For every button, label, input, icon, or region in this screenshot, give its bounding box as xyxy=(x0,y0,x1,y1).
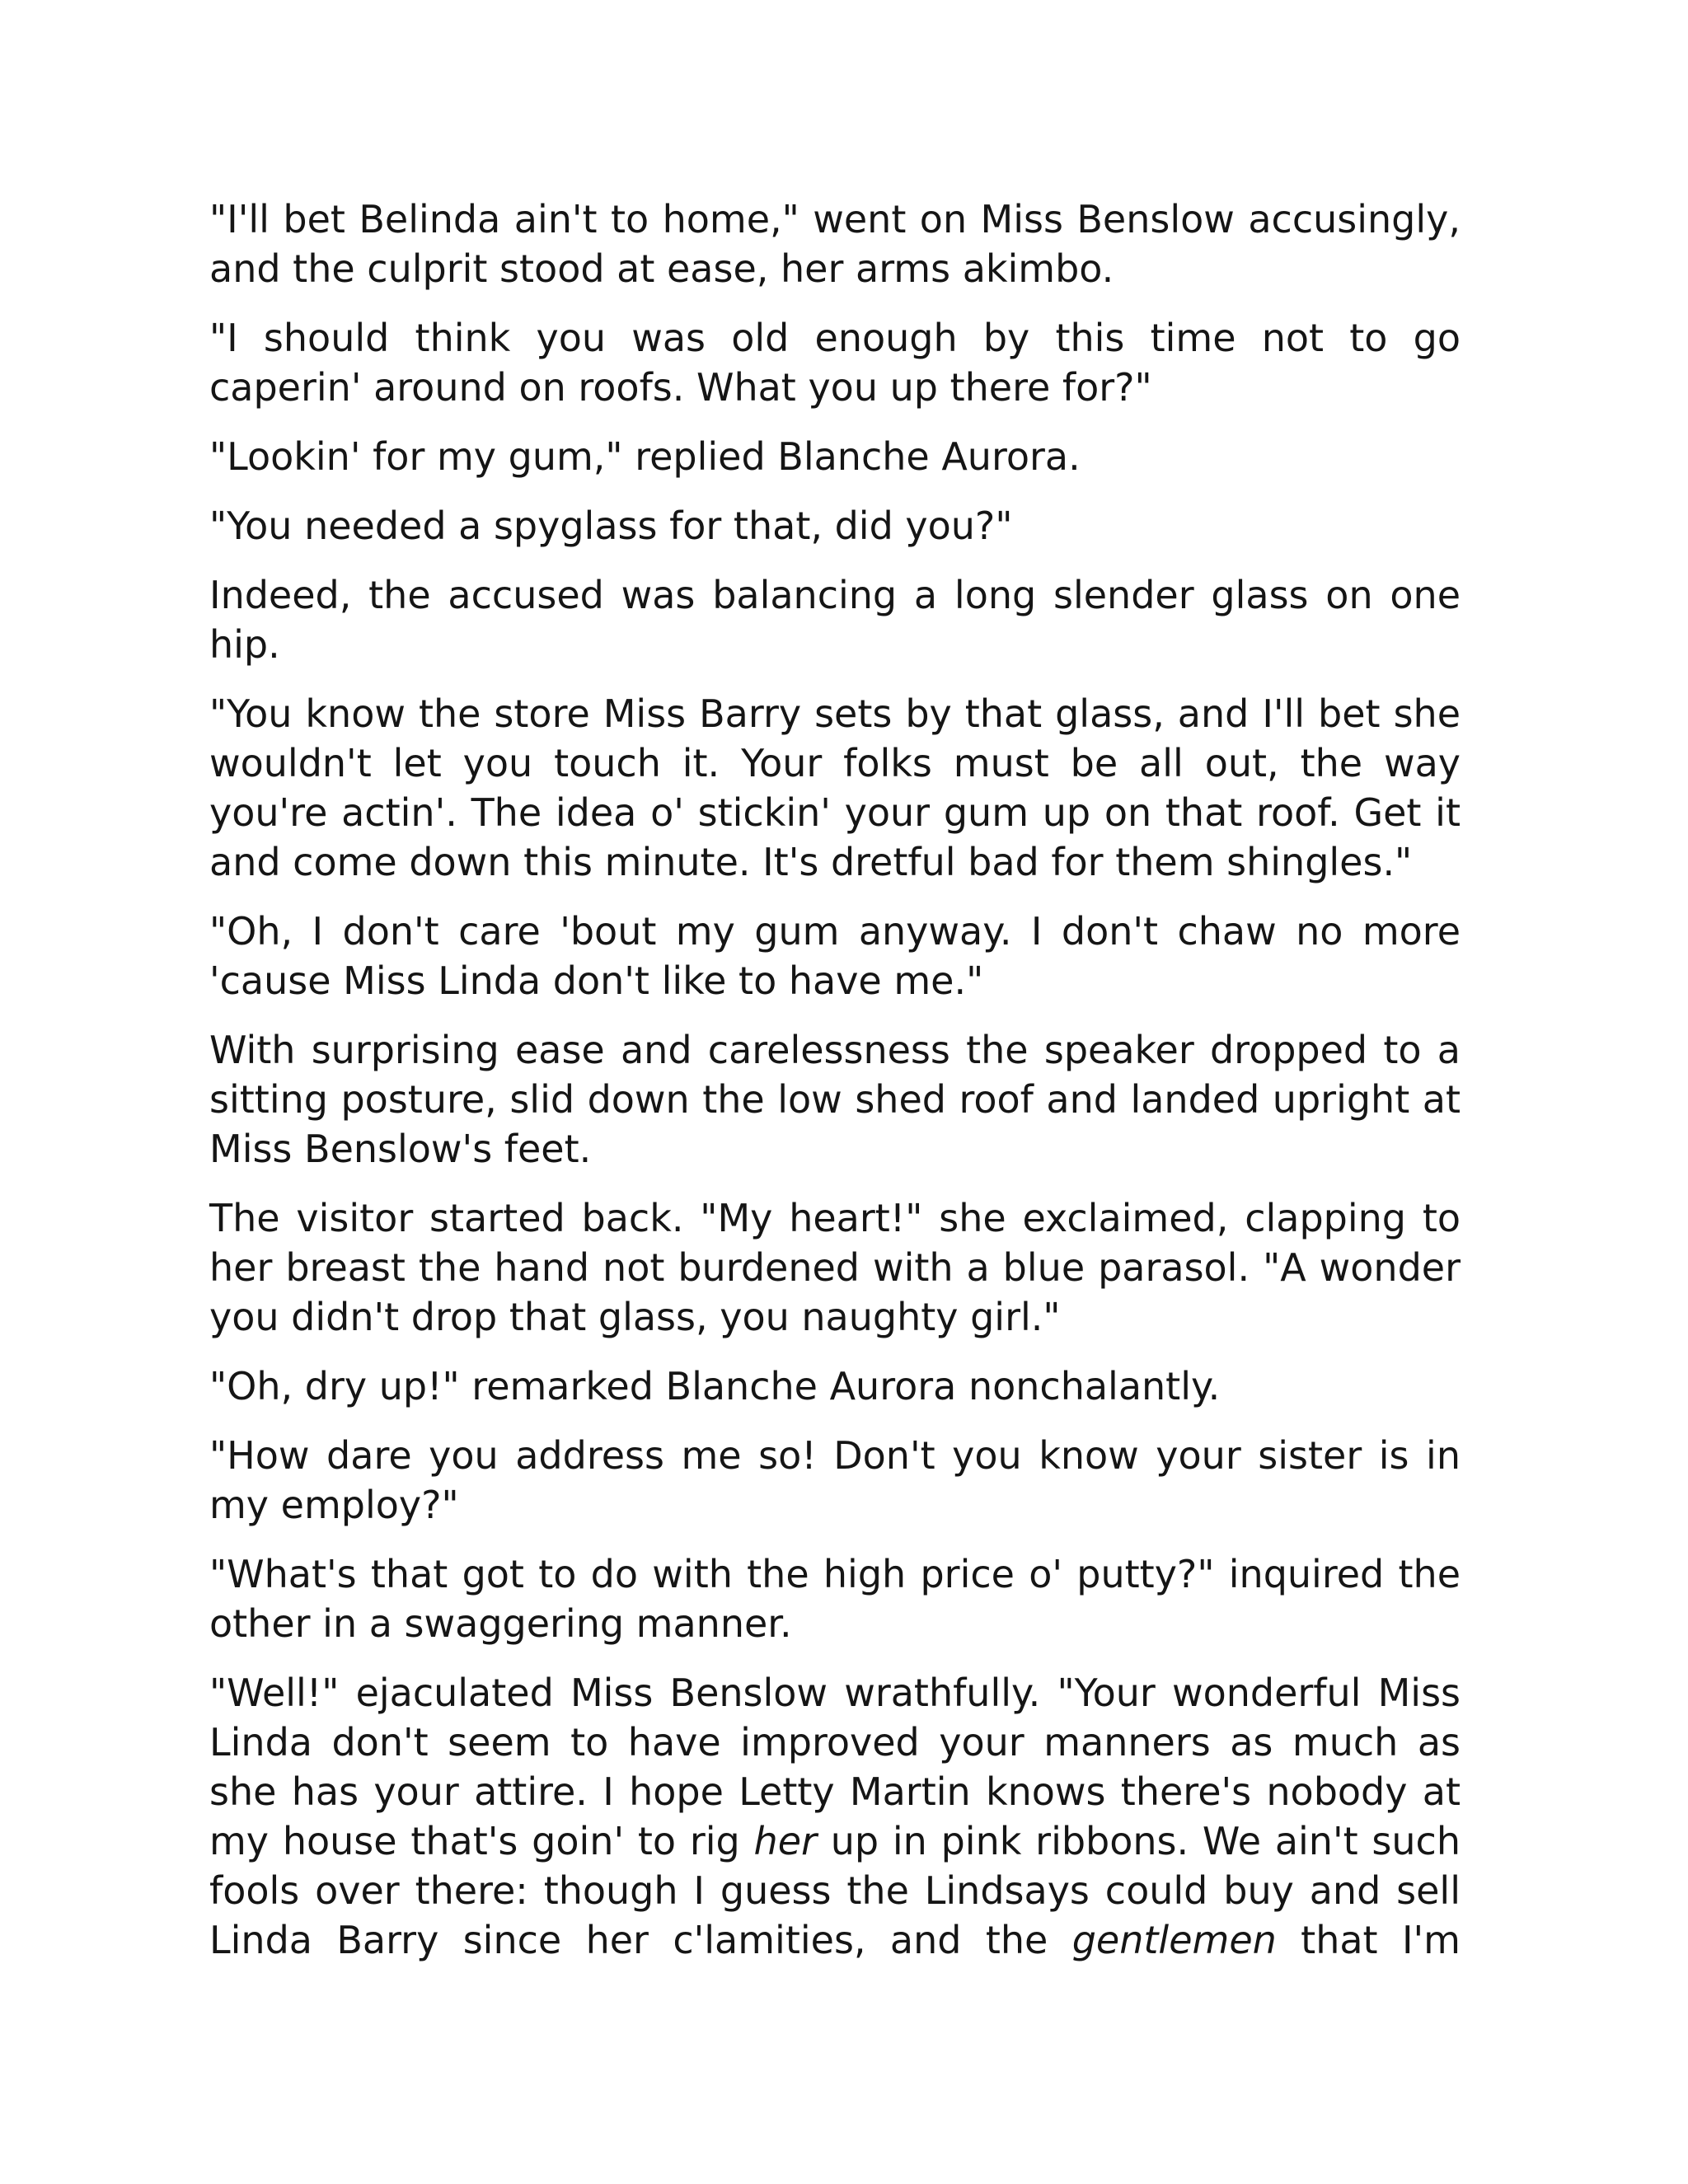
paragraph-text: that I'm xyxy=(1276,1918,1461,1962)
paragraph: The visitor started back. "My heart!" she exclaimed, clapping to her breast the hand not burdened with a blue parasol. "A wonder you didn't drop that glass, you naughty girl." xyxy=(209,1196,1461,1339)
paragraph-text: "Well!" ejaculated Miss Benslow wrathfully. "Your wonderful Miss Linda don't seem to have improved your manners as much as she has your attire. I hope Letty Martin knows there's nobody at my house that's goin' to rig xyxy=(209,1671,1461,1863)
paragraph: "Lookin' for my gum," replied Blanche Aurora. xyxy=(209,434,1081,479)
paragraph: "I'll bet Belinda ain't to home," went on Miss Benslow accusingly, and the culprit stood at ease, her arms akimbo. xyxy=(209,197,1461,291)
emphasis-text: gentlemen xyxy=(1071,1918,1277,1962)
paragraph: "Oh, I don't care 'bout my gum anyway. I don't chaw no more 'cause Miss Linda don't like to have me." xyxy=(209,909,1461,1003)
paragraph: Indeed, the accused was balancing a long slender glass on one hip. xyxy=(209,573,1461,667)
document-page xyxy=(209,194,1461,1985)
paragraph: "Oh, dry up!" remarked Blanche Aurora nonchalantly. xyxy=(209,1364,1221,1408)
emphasis-text: her xyxy=(753,1819,817,1863)
paragraph: "You know the store Miss Barry sets by that glass, and I'll bet she wouldn't let you touch it. Your folks must be all out, the way you're actin'. The idea o' stickin' your gum up on that roof. Get it and come down this minute. It's dretful bad for them shingles." xyxy=(209,691,1461,884)
paragraph: "What's that got to do with the high price o' putty?" inquired the other in a swaggering manner. xyxy=(209,1552,1461,1646)
paragraph: "I should think you was old enough by this time not to go caperin' around on roofs. What you up there for?" xyxy=(209,316,1461,410)
paragraph: "How dare you address me so! Don't you know your sister is in my employ?" xyxy=(209,1433,1461,1527)
paragraph: With surprising ease and carelessness the speaker dropped to a sitting posture, slid down the low shed roof and landed upright at Miss Benslow's feet. xyxy=(209,1028,1461,1171)
paragraph: "You needed a spyglass for that, did you?" xyxy=(209,504,1013,548)
paragraph-last xyxy=(209,1668,1461,1965)
paragraph-text: up in pink ribbons. We ain't such fools over there: though I guess the Lindsays could buy and sell Linda Barry since her c'lamities, and the xyxy=(209,1819,1461,1962)
